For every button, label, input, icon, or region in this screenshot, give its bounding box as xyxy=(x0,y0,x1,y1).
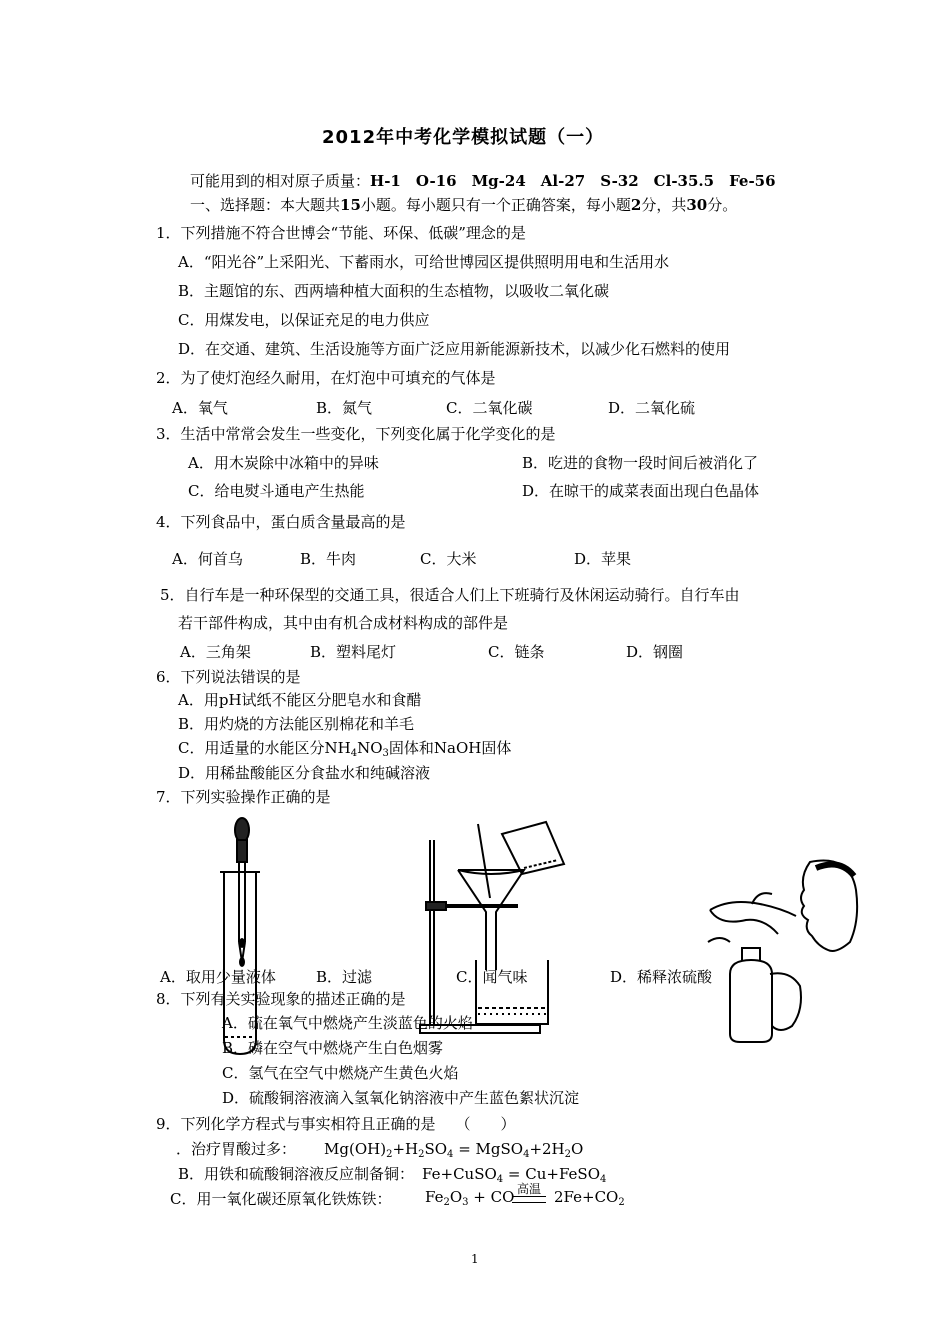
q9-option-b-label: B．用铁和硫酸铜溶液反应制备铜： xyxy=(178,1165,415,1183)
q1-option-a: A．“阳光谷”上采阳光、下蓄雨水，可给世博园区提供照明用电和生活用水 xyxy=(178,253,670,271)
section-instructions xyxy=(190,194,737,215)
q5-option-c: C．链条 xyxy=(488,643,545,661)
q9-stem xyxy=(156,1113,516,1134)
subscript: 3 xyxy=(382,748,389,759)
q1-stem: 1．下列措施不符合世博会“节能、环保、低碳”理念的是 xyxy=(156,224,526,242)
q7-option-a: A．取用少量液体 xyxy=(160,968,276,986)
q8-stem: 8．下列有关实验现象的描述正确的是 xyxy=(156,990,406,1008)
q6-option-c xyxy=(178,737,511,759)
smelling-gas-figure xyxy=(700,850,860,1050)
q3-stem: 3．生活中常常会发生一些变化，下列变化属于化学变化的是 xyxy=(156,425,556,443)
atomic-masses-values: H-1 O-16 Mg-24 Al-27 S-32 Cl-35.5 Fe-56 xyxy=(370,172,776,190)
q5-option-d: D．钢圈 xyxy=(626,643,684,661)
page-title: 2012年中考化学模拟试题（一） xyxy=(322,127,605,148)
q1-option-d: D．在交通、建筑、生活设施等方面广泛应用新能源新技术，以减少化石燃料的使用 xyxy=(178,340,731,358)
q8-option-b: B．磷在空气中燃烧产生白色烟雾 xyxy=(222,1039,444,1057)
q2-option-c: C．二氧化碳 xyxy=(446,399,533,417)
q3-option-c: C．给电熨斗通电产生热能 xyxy=(188,482,365,500)
formula: NO xyxy=(357,739,383,757)
section-text: 分，共 xyxy=(641,196,687,214)
q2-option-b: B．氮气 xyxy=(316,399,373,417)
page-number: 1 xyxy=(471,1252,479,1266)
q1-option-b: B．主题馆的东、西两墙种植大面积的生态植物，以吸收二氧化碳 xyxy=(178,282,610,300)
q7-option-d: D．稀释浓硫酸 xyxy=(610,968,713,986)
q3-option-a: A．用木炭除中冰箱中的异味 xyxy=(188,454,379,472)
q8-option-a: A．硫在氧气中燃烧产生淡蓝色的火焰 xyxy=(222,1014,473,1032)
q9-option-a-label: ．治疗胃酸过多： xyxy=(176,1140,297,1158)
text: 试纸不能区分肥皂水和食醋 xyxy=(241,691,422,709)
q8-option-c: C．氢气在空气中燃烧产生黄色火焰 xyxy=(222,1064,459,1082)
q2-stem: 2．为了使灯泡经久耐用，在灯泡中可填充的气体是 xyxy=(156,369,496,387)
q2-option-a: A．氧气 xyxy=(172,399,228,417)
text: 固体 xyxy=(481,739,512,757)
q6-option-a xyxy=(178,689,422,710)
q9-stem-text: 9．下列化学方程式与事实相符且正确的是 xyxy=(156,1115,436,1133)
section-text: 分。 xyxy=(707,196,738,214)
equation-b: Fe+CuSO$_4$ = Cu+FeSO$_4$ xyxy=(422,1165,607,1185)
text: pH xyxy=(218,691,242,709)
q4-option-b: B．牛肉 xyxy=(300,550,357,568)
q7-stem: 7．下列实验操作正确的是 xyxy=(156,788,331,806)
points-each: 2 xyxy=(630,196,642,214)
subscript: 4 xyxy=(350,748,358,759)
formula: NaOH xyxy=(433,739,482,757)
points-total: 30 xyxy=(686,196,708,214)
q9-option-a xyxy=(176,1138,583,1160)
q1-option-c: C．用煤发电，以保证充足的电力供应 xyxy=(178,311,430,329)
equation-c-left: $Fe_2O_3$ + CO xyxy=(425,1188,515,1208)
section-text: 一、选择题：本大题共 xyxy=(190,196,341,214)
reaction-condition: 高温 xyxy=(516,1182,541,1196)
q5-stem-line1: 5．自行车是一种环保型的交通工具，很适合人们上下班骑行及休闲运动骑行。自行车由 xyxy=(160,586,740,604)
atomic-masses-line xyxy=(190,170,776,191)
equation-a: $Mg(OH)_2+H_2SO_4$ = $MgSO_4+2H_2O$ xyxy=(324,1140,584,1160)
q6-stem: 6．下列说法错误的是 xyxy=(156,668,301,686)
q2-option-d: D．二氧化硫 xyxy=(608,399,696,417)
answer-paren: （ ） xyxy=(455,1115,516,1133)
filtration-figure xyxy=(418,820,572,1038)
question-count: 15 xyxy=(340,196,361,214)
q4-stem: 4．下列食品中，蛋白质含量最高的是 xyxy=(156,513,406,531)
q4-option-a: A．何首乌 xyxy=(172,550,243,568)
formula: NH xyxy=(324,739,351,757)
q7-option-c: C．闻气味 xyxy=(456,968,528,986)
q7-option-b: B．过滤 xyxy=(316,968,373,986)
equation-c-right: $2Fe+CO_2$ xyxy=(554,1188,625,1208)
q6-option-d: D．用稀盐酸能区分食盐水和纯碱溶液 xyxy=(178,764,431,782)
text: 固体和 xyxy=(388,739,434,757)
atomic-masses-label: 可能用到的相对原子质量： xyxy=(190,172,371,190)
q4-option-c: C．大米 xyxy=(420,550,477,568)
q9-option-c xyxy=(170,1188,391,1209)
q6-option-b: B．用灼烧的方法能区别棉花和羊毛 xyxy=(178,715,415,733)
section-text: 小题。每小题只有一个正确答案，每小题 xyxy=(360,196,631,214)
q3-option-b: B．吃进的食物一段时间后被消化了 xyxy=(522,454,759,472)
q5-option-a: A．三角架 xyxy=(180,643,251,661)
q9-option-c-label: C．用一氧化碳还原氧化铁炼铁： xyxy=(170,1190,392,1208)
text: C．用适量的水能区分 xyxy=(178,739,325,757)
equals-sign xyxy=(512,1196,546,1203)
text: A．用 xyxy=(178,691,219,709)
q8-option-d: D．硫酸铜溶液滴入氢氧化钠溶液中产生蓝色絮状沉淀 xyxy=(222,1089,580,1107)
q3-option-d: D．在晾干的咸菜表面出现白色晶体 xyxy=(522,482,760,500)
q5-option-b: B．塑料尾灯 xyxy=(310,643,397,661)
q5-stem-line2: 若干部件构成，其中由有机合成材料构成的部件是 xyxy=(178,614,509,632)
q4-option-d: D．苹果 xyxy=(574,550,632,568)
